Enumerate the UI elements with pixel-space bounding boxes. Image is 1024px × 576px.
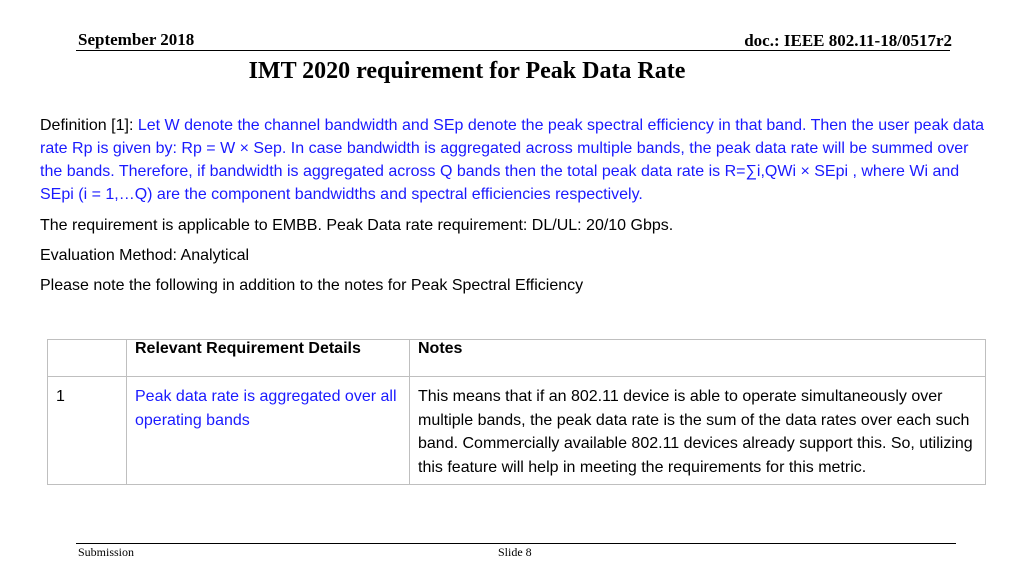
footer-divider (76, 543, 956, 544)
requirements-table (47, 339, 986, 485)
row-number: 1 (48, 377, 127, 485)
footer-slide-number: Slide 8 (498, 545, 532, 559)
definition-label: Definition [1]: (40, 117, 138, 134)
table-header-requirement: Relevant Requirement Details (127, 340, 410, 377)
table-header-row (48, 340, 986, 377)
note-paragraph: Please note the following in addition to the notes for Peak Spectral Efficiency (40, 277, 584, 294)
slide-title: IMT 2020 requirement for Peak Data Rate (248, 58, 686, 84)
header-date: September 2018 (78, 30, 195, 49)
row-notes: This means that if an 802.11 device is able to operate simultaneously over multiple bands, the peak data rate is the sum of the data rates over each such band. Commercially available 802.11 devices already support this. So, utilizing this feature will help in meeting the requirements for this metric. (410, 377, 986, 485)
row-requirement: Peak data rate is aggregated over all operating bands (127, 377, 410, 485)
header-divider (76, 50, 950, 51)
evaluation-method-paragraph: Evaluation Method: Analytical (40, 247, 250, 264)
definition-paragraph (40, 114, 985, 206)
definition-text: Let W denote the channel bandwidth and SEp denote the peak spectral efficiency in that band. Then the user peak data rate Rp is given by: Rp = W × Sep. In case bandwidth is aggregated across multiple bands, the peak data rate will be summed over the bands. Therefore, if bandwidth is aggregated across Q bands then the total peak data rate is R=∑i,QWi × SEpi , where Wi and SEpi (i = 1,…Q) are the component bandwidths and spectral efficiencies respectively. (40, 117, 985, 203)
footer-submission: Submission (78, 545, 135, 559)
table-header-number (48, 340, 127, 377)
table-header-notes: Notes (410, 340, 986, 377)
applicability-paragraph: The requirement is applicable to EMBB. Peak Data rate requirement: DL/UL: 20/10 Gbps. (40, 217, 674, 234)
table-row (48, 377, 986, 485)
header-doc-id: doc.: IEEE 802.11-18/0517r2 (744, 31, 952, 50)
